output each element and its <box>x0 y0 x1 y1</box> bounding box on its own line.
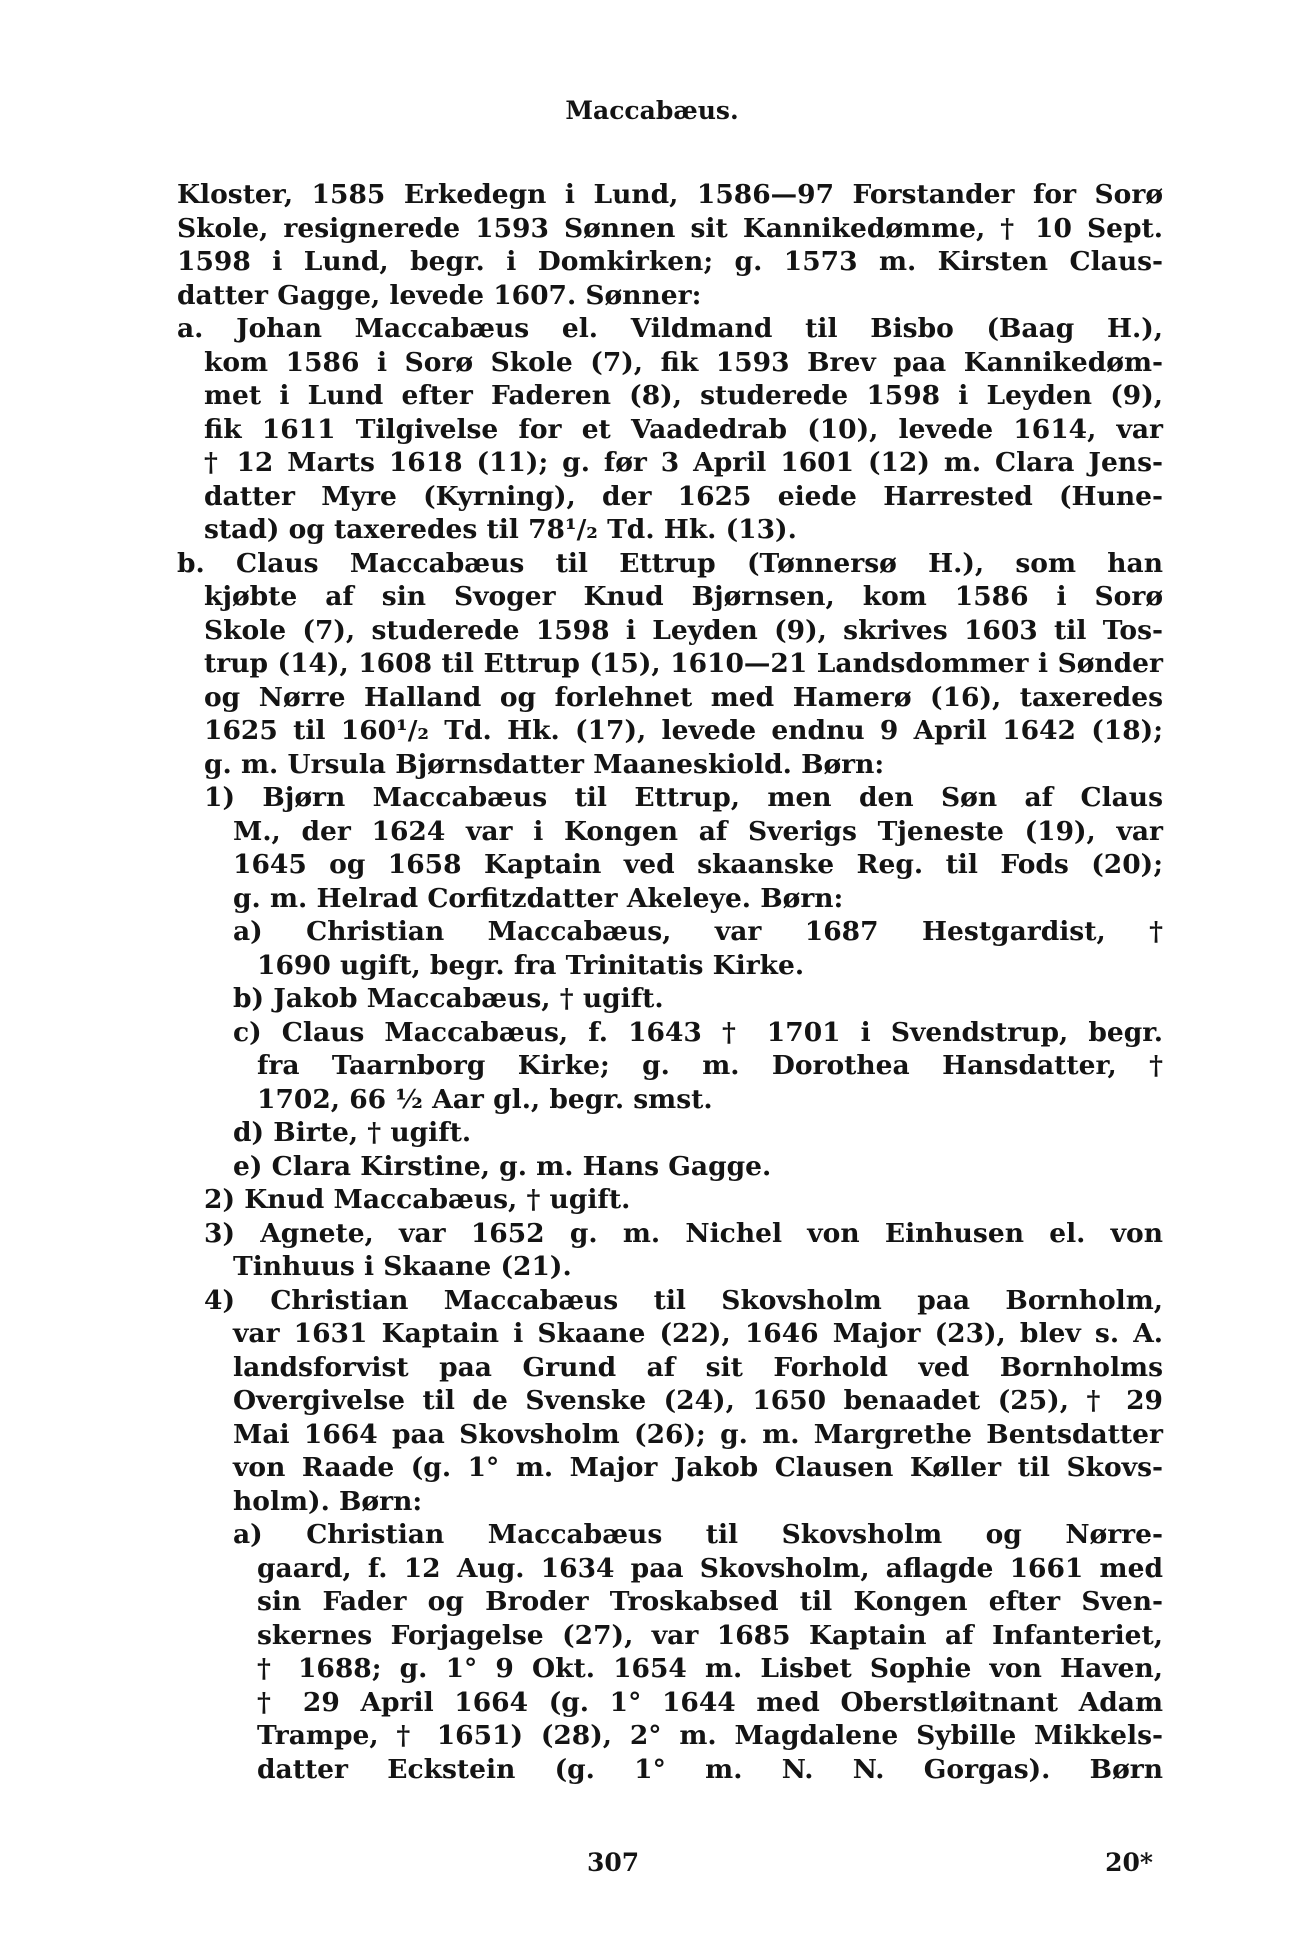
text-line: Kloster, 1585 Erkedegn i Lund, 1586—97 Forstander for Sorø <box>177 179 1163 210</box>
text-line: Tinhuus i Skaane (21). <box>233 1251 572 1282</box>
text-line: † 12 Marts 1618 (11); g. før 3 April 1601 (12) m. Clara Jens- <box>204 447 1163 478</box>
entry-4-heading: 4) Christian Maccabæus til Skovsholm paa Bornholm, <box>204 1284 1163 1316</box>
text-line: 1645 og 1658 Kaptain ved skaanske Reg. til Fods (20); <box>233 849 1163 880</box>
text-line: datter Myre (Kyrning), der 1625 eiede Harrested (Hune- <box>204 480 1163 512</box>
text-line: g. m. Helrad Corfitzdatter Akeleye. Børn: <box>233 882 844 914</box>
entry-1e-heading: e) Clara Kirstine, g. m. Hans Gagge. <box>233 1150 772 1182</box>
page-number: 307 <box>587 1848 640 1877</box>
text-line: trup (14), 1608 til Ettrup (15), 1610—21 Landsdommer i Sønder <box>204 648 1163 679</box>
text-line: M., der 1624 var i Kongen af Sverigs Tjeneste (19), var <box>233 815 1163 847</box>
entry-a-heading: a. Johan Maccabæus el. Vildmand til Bisbo (Baag H.), <box>177 313 1163 344</box>
text-line: skernes Forjagelse (27), var 1685 Kaptain af Infanteriet, <box>257 1619 1163 1651</box>
text-line: Skole, resignerede 1593 Sønnen sit Kannikedømme, † 10 Sept. <box>177 212 1163 244</box>
text-line: gaard, f. 12 Aug. 1634 paa Skovsholm, aflagde 1661 med <box>257 1552 1163 1584</box>
text-line: holm). Børn: <box>233 1485 423 1517</box>
text-line: 1690 ugift, begr. fra Trinitatis Kirke. <box>257 949 805 981</box>
text-line: † 1688; g. 1° 9 Okt. 1654 m. Lisbet Sophie von Haven, <box>257 1653 1163 1684</box>
text-line: 1598 i Lund, begr. i Domkirken; g. 1573 m. Kirsten Claus- <box>177 246 1163 277</box>
text-line: Trampe, † 1651) (28), 2° m. Magdalene Sybille Mikkels- <box>257 1720 1163 1751</box>
signature-mark: 20* <box>1105 1848 1153 1877</box>
text-line: landsforvist paa Grund af sit Forhold ved Bornholms <box>233 1351 1163 1383</box>
entry-1d-heading: d) Birte, † ugift. <box>233 1117 472 1148</box>
text-line: datter Gagge, levede 1607. Sønner: <box>177 279 702 311</box>
text-line: von Raade (g. 1° m. Major Jakob Clausen Køller til Skovs- <box>233 1452 1163 1483</box>
text-line: datter Eckstein (g. 1° m. N. N. Gorgas). Børn <box>257 1753 1163 1785</box>
text-line: fik 1611 Tilgivelse for et Vaadedrab (10), levede 1614, var <box>204 413 1163 445</box>
entry-3-heading: 3) Agnete, var 1652 g. m. Nichel von Einhusen el. von <box>204 1217 1163 1249</box>
running-header: Maccabæus. <box>565 96 739 125</box>
text-line: Mai 1664 paa Skovsholm (26); g. m. Margrethe Bentsdatter <box>233 1418 1163 1450</box>
text-line: fra Taarnborg Kirke; g. m. Dorothea Hansdatter, † <box>257 1050 1163 1081</box>
page-footer <box>177 1848 1163 1882</box>
text-line: g. m. Ursula Bjørnsdatter Maaneskiold. Børn: <box>204 748 885 780</box>
text-line: Overgivelse til de Svenske (24), 1650 benaadet (25), † 29 <box>233 1385 1163 1416</box>
text-line: Skole (7), studerede 1598 i Leyden (9), skrives 1603 til Tos- <box>204 614 1163 646</box>
text-line: var 1631 Kaptain i Skaane (22), 1646 Major (23), blev s. A. <box>233 1318 1163 1349</box>
entry-1a-heading: a) Christian Maccabæus, var 1687 Hestgardist, † <box>233 916 1163 947</box>
entry-2-heading: 2) Knud Maccabæus, † ugift. <box>204 1184 631 1215</box>
entry-1c-heading: c) Claus Maccabæus, f. 1643 † 1701 i Svendstrup, begr. <box>233 1016 1163 1048</box>
text-line: † 29 April 1664 (g. 1° 1644 med Oberstløitnant Adam <box>257 1686 1163 1718</box>
text-line: sin Fader og Broder Troskabsed til Kongen efter Sven- <box>257 1586 1163 1617</box>
text-line: og Nørre Halland og forlehnet med Hamerø (16), taxeredes <box>204 681 1163 713</box>
text-line: kjøbte af sin Svoger Knud Bjørnsen, kom 1586 i Sorø <box>204 581 1163 612</box>
text-line: kom 1586 i Sorø Skole (7), fik 1593 Brev paa Kannikedøm- <box>204 346 1163 378</box>
text-line: stad) og taxeredes til 78¹/₂ Td. Hk. (13). <box>204 514 797 545</box>
entry-4a-heading: a) Christian Maccabæus til Skovsholm og Nørre- <box>233 1519 1163 1550</box>
entry-b-heading: b. Claus Maccabæus til Ettrup (Tønnersø H.), som han <box>177 547 1163 579</box>
entry-1b-heading: b) Jakob Maccabæus, † ugift. <box>233 983 664 1014</box>
text-line: met i Lund efter Faderen (8), studerede 1598 i Leyden (9), <box>204 380 1163 411</box>
text-body <box>177 178 1163 1786</box>
entry-1-heading: 1) Bjørn Maccabæus til Ettrup, men den Søn af Claus <box>204 782 1163 813</box>
text-line: 1625 til 160¹/₂ Td. Hk. (17), levede endnu 9 April 1642 (18); <box>204 715 1163 746</box>
text-line: 1702, 66 ½ Aar gl., begr. smst. <box>257 1083 713 1115</box>
